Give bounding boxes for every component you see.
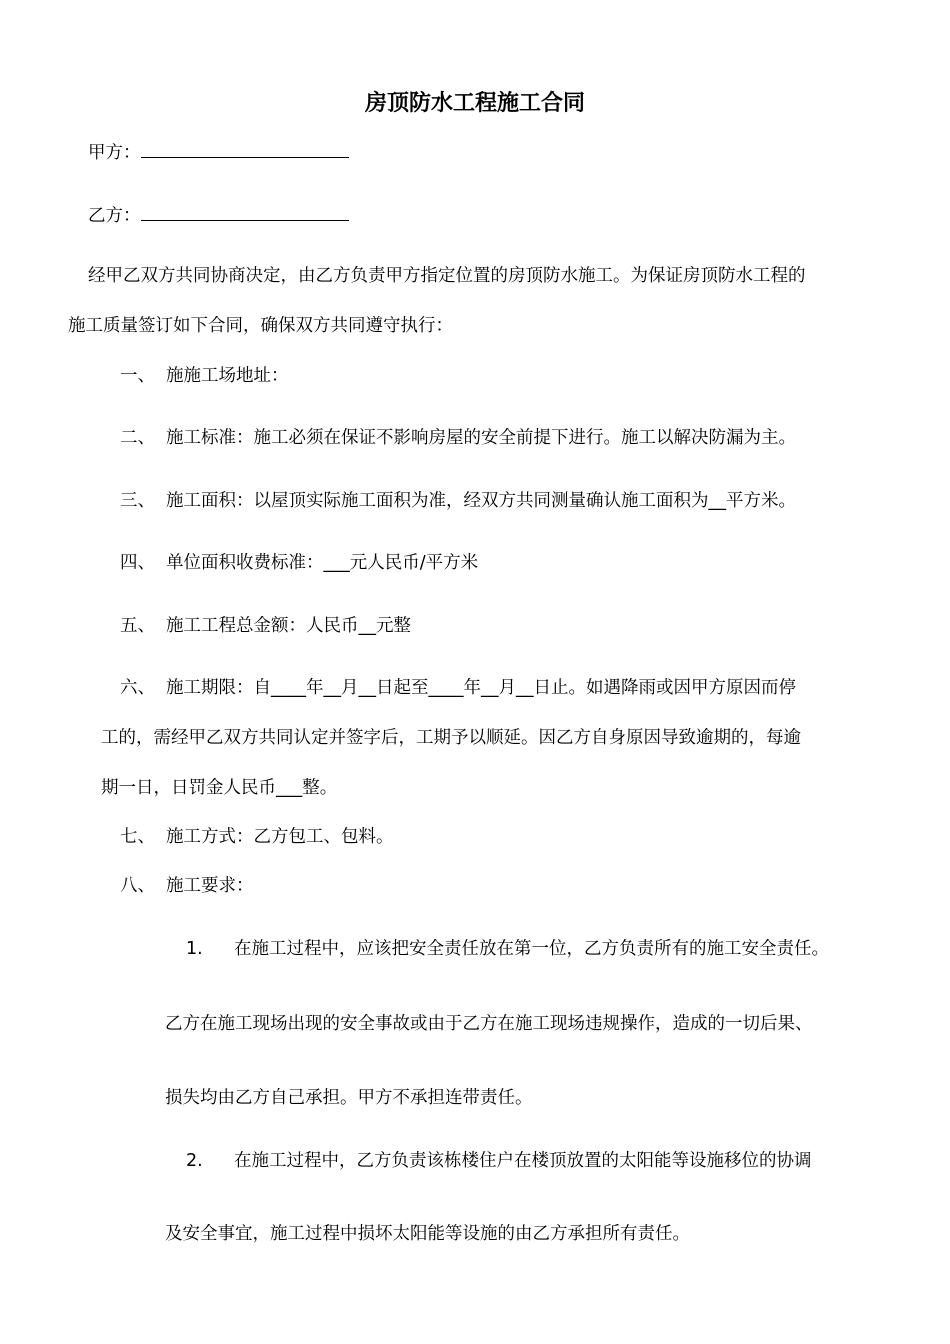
party-b-blank: [141, 202, 349, 221]
document-title: 房顶防水工程施工合同: [364, 91, 585, 116]
requirement-text: 在施工过程中，应该把安全责任放在第一位，乙方负责所有的施工安全责任。: [234, 939, 829, 959]
requirement-1: [186, 937, 829, 961]
clause-2: [120, 426, 796, 450]
clause-number: 一、: [120, 366, 155, 386]
party-b-label: 乙方：: [88, 206, 141, 226]
clause-number: 三、: [120, 491, 155, 511]
clause-number: 六、: [120, 678, 155, 698]
requirement-1-line-3: 损失均由乙方自己承担。甲方不承担连带责任。: [165, 1088, 533, 1108]
requirement-number: 2.: [186, 1151, 203, 1171]
party-b-line: [88, 202, 349, 228]
clause-8: [120, 874, 254, 898]
party-a-blank: [141, 139, 349, 158]
clause-text: 施施工场地址：: [166, 366, 289, 386]
clause-text: 施工工程总金额：人民币__元整: [166, 616, 411, 636]
requirement-2: [186, 1149, 812, 1173]
intro-line-2: 施工质量签订如下合同，确保双方共同遵守执行：: [68, 316, 453, 336]
clause-6-continuation-2: 期一日，日罚金人民币___整。: [101, 778, 338, 798]
clause-text: 施工面积：以屋顶实际施工面积为准，经双方共同测量确认施工面积为__平方米。: [166, 491, 796, 511]
clause-text: 施工要求：: [166, 876, 254, 896]
clause-number: 七、: [120, 827, 155, 847]
requirement-number: 1.: [186, 939, 203, 959]
clause-number: 二、: [120, 428, 155, 448]
party-a-line: [88, 139, 349, 165]
requirement-1-line-2: 乙方在施工现场出现的安全事故或由于乙方在施工现场违规操作，造成的一切后果、: [165, 1014, 813, 1034]
clause-number: 四、: [120, 553, 155, 573]
party-a-label: 甲方：: [88, 143, 141, 163]
clause-6: [120, 676, 796, 700]
clause-text: 施工期限：自____年__月__日起至____年__月__日止。如遇降雨或因甲方原因而停: [166, 678, 796, 698]
clause-number: 五、: [120, 616, 155, 636]
intro-line-1: 经甲乙双方共同协商决定，由乙方负责甲方指定位置的房顶防水施工。为保证房顶防水工程的: [88, 266, 806, 286]
clause-number: 八、: [120, 876, 155, 896]
clause-4: [120, 551, 478, 575]
clause-3: [120, 489, 796, 513]
clause-text: 施工标准：施工必须在保证不影响房屋的安全前提下进行。施工以解决防漏为主。: [166, 428, 796, 448]
clause-1: [120, 364, 289, 388]
requirement-text: 在施工过程中，乙方负责该栋楼住户在楼顶放置的太阳能等设施移位的协调: [234, 1151, 812, 1171]
clause-text: 施工方式：乙方包工、包料。: [166, 827, 394, 847]
clause-6-continuation-1: 工的，需经甲乙双方共同认定并签字后，工期予以顺延。因乙方自身原因导致逾期的，每逾: [101, 728, 801, 748]
clause-7: [120, 825, 394, 849]
clause-text: 单位面积收费标准：___元人民币/平方米: [166, 553, 479, 573]
requirement-2-line-2: 及安全事宜，施工过程中损坏太阳能等设施的由乙方承担所有责任。: [165, 1224, 690, 1244]
clause-5: [120, 614, 411, 638]
